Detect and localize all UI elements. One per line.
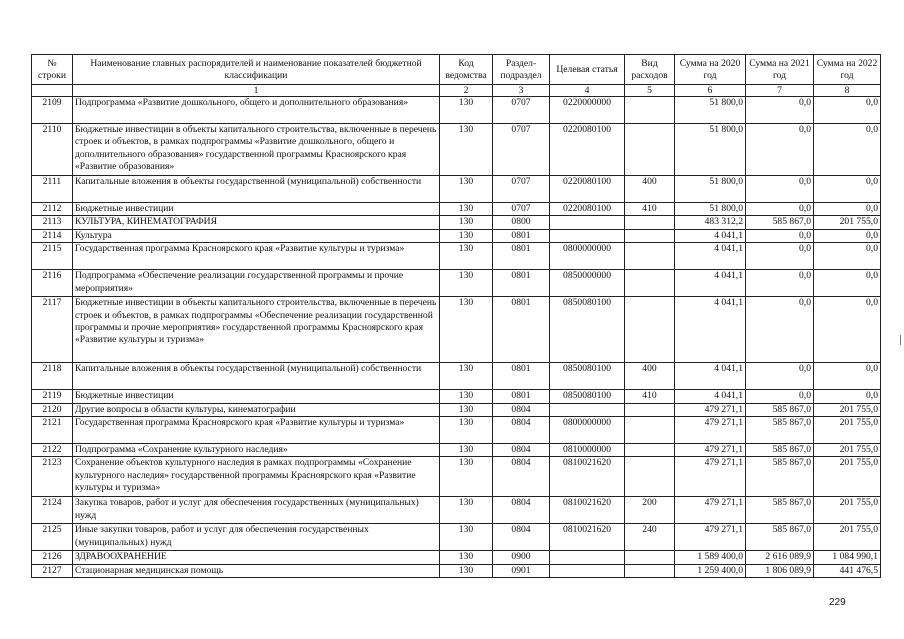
sum-2022-cell: 0,0 [814, 390, 881, 403]
expense-type-cell [625, 551, 675, 564]
sum-2021-cell: 0,0 [746, 363, 814, 390]
target-cell: 0810021620 [550, 497, 625, 524]
column-number: 7 [746, 85, 814, 97]
sum-2022-cell: 0,0 [814, 270, 881, 297]
column-number: 5 [625, 85, 675, 97]
table-row [32, 270, 881, 297]
table-row [32, 203, 881, 216]
table-row [32, 363, 881, 390]
sum-2022-cell: 0,0 [814, 203, 881, 216]
row-number-cell: 2120 [32, 403, 73, 416]
column-number: 2 [440, 85, 493, 97]
target-cell: 0810021620 [550, 524, 625, 551]
dept-code-cell: 130 [440, 243, 493, 270]
sum-2022-cell: 201 755,0 [814, 417, 881, 444]
sum-2021-cell: 0,0 [746, 229, 814, 242]
target-cell: 0850000000 [550, 270, 625, 297]
row-number-cell: 2115 [32, 243, 73, 270]
row-number-cell: 2117 [32, 297, 73, 363]
dept-code-cell: 130 [440, 216, 493, 229]
row-number-cell: 2123 [32, 457, 73, 497]
sum-2021-cell: 0,0 [746, 243, 814, 270]
sum-2020-cell: 479 271,1 [675, 497, 746, 524]
section-cell: 0801 [493, 363, 550, 390]
section-cell: 0804 [493, 417, 550, 444]
sum-2022-cell: 0,0 [814, 97, 881, 124]
sum-2022-cell: 201 755,0 [814, 444, 881, 457]
row-name-cell: Бюджетные инвестиции [73, 390, 440, 403]
sum-2020-cell: 4 041,1 [675, 363, 746, 390]
row-name-cell: Бюджетные инвестиции в объекты капитального строительства, включенные в перечень строек и объектов, в рамках подпрограммы «Обеспечение реализации государственной программы и прочие мероприятия» государственной программы Красноярского края «Развитие культуры и туризма» [73, 297, 440, 363]
section-cell: 0707 [493, 203, 550, 216]
row-name-cell: Стационарная медицинская помощь [73, 564, 440, 577]
sum-2020-cell: 1 589 400,0 [675, 551, 746, 564]
sum-2022-cell: 0,0 [814, 297, 881, 363]
row-number-cell: 2109 [32, 97, 73, 124]
sum-2020-cell: 1 259 400,0 [675, 564, 746, 577]
row-name-cell: ЗДРАВООХРАНЕНИЕ [73, 551, 440, 564]
row-number-cell: 2125 [32, 524, 73, 551]
row-name-cell: Государственная программа Красноярского края «Развитие культуры и туризма» [73, 243, 440, 270]
column-number: 6 [675, 85, 746, 97]
sum-2021-cell: 0,0 [746, 270, 814, 297]
sum-2020-cell: 51 800,0 [675, 176, 746, 203]
expense-type-cell [625, 243, 675, 270]
section-cell: 0901 [493, 564, 550, 577]
row-number-cell: 2111 [32, 176, 73, 203]
row-number-cell: 2118 [32, 363, 73, 390]
dept-code-cell: 130 [440, 297, 493, 363]
sum-2021-cell: 585 867,0 [746, 457, 814, 497]
row-name-cell: Капитальные вложения в объекты государственной (муниципальной) собственности [73, 363, 440, 390]
dept-code-cell: 130 [440, 564, 493, 577]
sum-2020-cell: 4 041,1 [675, 243, 746, 270]
header-name: Наименование главных распорядителей и наименование показателей бюджетной классификации [73, 55, 440, 85]
row-name-cell: Другие вопросы в области культуры, кинематографии [73, 403, 440, 416]
header-sum-2021: Сумма на 2021 год [746, 55, 814, 85]
expense-type-cell [625, 216, 675, 229]
expense-type-cell [625, 297, 675, 363]
expense-type-cell: 240 [625, 524, 675, 551]
expense-type-cell [625, 124, 675, 176]
table-row [32, 551, 881, 564]
sum-2022-cell: 201 755,0 [814, 403, 881, 416]
section-cell: 0900 [493, 551, 550, 564]
sum-2021-cell: 0,0 [746, 97, 814, 124]
table-row [32, 243, 881, 270]
row-name-cell: Иные закупки товаров, работ и услуг для обеспечения государственных (муниципальных) нужд [73, 524, 440, 551]
row-name-cell: Подпрограмма «Обеспечение реализации государственной программы и прочие мероприятия» [73, 270, 440, 297]
row-name-cell: Закупка товаров, работ и услуг для обеспечения государственных (муниципальных) нужд [73, 497, 440, 524]
section-cell: 0804 [493, 524, 550, 551]
target-cell [550, 403, 625, 416]
expense-type-cell: 410 [625, 390, 675, 403]
expense-type-cell: 410 [625, 203, 675, 216]
row-number-cell: 2126 [32, 551, 73, 564]
target-cell [550, 229, 625, 242]
header-expense-type: Вид расходов [625, 55, 675, 85]
dept-code-cell: 130 [440, 457, 493, 497]
row-name-cell: Бюджетные инвестиции в объекты капитального строительства, включенные в перечень строек и объектов, в рамках подпрограммы «Развитие дошкольного, общего и дополнительного образования» государственной программы Красноярского края «Развитие образования» [73, 124, 440, 176]
target-cell: 0800000000 [550, 417, 625, 444]
dept-code-cell: 130 [440, 203, 493, 216]
sum-2021-cell: 585 867,0 [746, 417, 814, 444]
dept-code-cell: 130 [440, 403, 493, 416]
sum-2022-cell: 0,0 [814, 243, 881, 270]
row-number-cell: 2122 [32, 444, 73, 457]
header-row [32, 55, 881, 85]
target-cell: 0850080100 [550, 297, 625, 363]
sum-2020-cell: 4 041,1 [675, 270, 746, 297]
section-cell: 0804 [493, 403, 550, 416]
table-row [32, 297, 881, 363]
target-cell: 0800000000 [550, 243, 625, 270]
expense-type-cell: 400 [625, 176, 675, 203]
sum-2022-cell: 201 755,0 [814, 216, 881, 229]
target-cell: 0850080100 [550, 363, 625, 390]
row-number-cell: 2116 [32, 270, 73, 297]
table-row [32, 97, 881, 124]
section-cell: 0707 [493, 97, 550, 124]
header-dept-code: Код ведомства [440, 55, 493, 85]
row-name-cell: КУЛЬТУРА, КИНЕМАТОГРАФИЯ [73, 216, 440, 229]
expense-type-cell [625, 457, 675, 497]
table-row [32, 564, 881, 577]
sum-2021-cell: 0,0 [746, 297, 814, 363]
sum-2020-cell: 479 271,1 [675, 524, 746, 551]
sum-2020-cell: 483 312,2 [675, 216, 746, 229]
sum-2022-cell: 201 755,0 [814, 457, 881, 497]
table-body [32, 97, 881, 578]
section-cell: 0804 [493, 457, 550, 497]
sum-2021-cell: 2 616 089,9 [746, 551, 814, 564]
sum-2020-cell: 51 800,0 [675, 97, 746, 124]
expense-type-cell [625, 270, 675, 297]
target-cell: 0220080100 [550, 124, 625, 176]
header-sum-2022: Сумма на 2022 год [814, 55, 881, 85]
row-number-cell: 2113 [32, 216, 73, 229]
sum-2020-cell: 4 041,1 [675, 297, 746, 363]
header-row-number: № строки [32, 55, 73, 85]
target-cell: 0810000000 [550, 444, 625, 457]
dept-code-cell: 130 [440, 444, 493, 457]
table-row [32, 390, 881, 403]
sum-2020-cell: 51 800,0 [675, 203, 746, 216]
sum-2022-cell: 441 476,5 [814, 564, 881, 577]
section-cell: 0801 [493, 390, 550, 403]
target-cell: 0220080100 [550, 176, 625, 203]
sum-2020-cell: 479 271,1 [675, 417, 746, 444]
header-sum-2020: Сумма на 2020 год [675, 55, 746, 85]
row-number-cell: 2110 [32, 124, 73, 176]
row-name-cell: Государственная программа Красноярского края «Развитие культуры и туризма» [73, 417, 440, 444]
sum-2022-cell: 201 755,0 [814, 524, 881, 551]
dept-code-cell: 130 [440, 229, 493, 242]
column-number: 8 [814, 85, 881, 97]
sum-2022-cell: 201 755,0 [814, 497, 881, 524]
expense-type-cell [625, 403, 675, 416]
section-cell: 0707 [493, 124, 550, 176]
column-number: 1 [73, 85, 440, 97]
table-row [32, 444, 881, 457]
target-cell [550, 564, 625, 577]
section-cell: 0800 [493, 216, 550, 229]
expense-type-cell [625, 229, 675, 242]
column-number: 3 [493, 85, 550, 97]
sum-2020-cell: 479 271,1 [675, 403, 746, 416]
target-cell [550, 551, 625, 564]
sum-2021-cell: 585 867,0 [746, 403, 814, 416]
target-cell: 0220080100 [550, 203, 625, 216]
sum-2021-cell: 1 806 089,9 [746, 564, 814, 577]
expense-type-cell: 400 [625, 363, 675, 390]
column-number: 4 [550, 85, 625, 97]
dept-code-cell: 130 [440, 417, 493, 444]
page-number: 229 [829, 597, 846, 608]
sum-2020-cell: 51 800,0 [675, 124, 746, 176]
row-number-cell: 2119 [32, 390, 73, 403]
row-number-cell: 2121 [32, 417, 73, 444]
expense-type-cell [625, 564, 675, 577]
sum-2022-cell: 0,0 [814, 124, 881, 176]
table-row [32, 176, 881, 203]
row-name-cell: Капитальные вложения в объекты государственной (муниципальной) собственности [73, 176, 440, 203]
expense-type-cell: 200 [625, 497, 675, 524]
table-row [32, 417, 881, 444]
sum-2021-cell: 585 867,0 [746, 216, 814, 229]
sum-2021-cell: 585 867,0 [746, 497, 814, 524]
section-cell: 0707 [493, 176, 550, 203]
sum-2021-cell: 0,0 [746, 124, 814, 176]
expense-type-cell [625, 417, 675, 444]
row-name-cell: Культура [73, 229, 440, 242]
row-name-cell: Подпрограмма «Развитие дошкольного, общего и дополнительного образования» [73, 97, 440, 124]
header-target: Целевая статья [550, 55, 625, 85]
sum-2021-cell: 0,0 [746, 176, 814, 203]
section-cell: 0804 [493, 444, 550, 457]
table-row [32, 124, 881, 176]
sum-2020-cell: 4 041,1 [675, 229, 746, 242]
sum-2020-cell: 4 041,1 [675, 390, 746, 403]
dept-code-cell: 130 [440, 551, 493, 564]
row-number-cell: 2124 [32, 497, 73, 524]
target-cell: 0810021620 [550, 457, 625, 497]
column-number-row [32, 85, 881, 97]
header-section: Раздел- подраздел [493, 55, 550, 85]
sum-2022-cell: 0,0 [814, 176, 881, 203]
table-row [32, 457, 881, 497]
row-number-cell: 2114 [32, 229, 73, 242]
dept-code-cell: 130 [440, 124, 493, 176]
dept-code-cell: 130 [440, 363, 493, 390]
expense-type-cell [625, 444, 675, 457]
table-row [32, 229, 881, 242]
column-number [32, 85, 73, 97]
dept-code-cell: 130 [440, 497, 493, 524]
dept-code-cell: 130 [440, 390, 493, 403]
section-cell: 0801 [493, 243, 550, 270]
row-name-cell: Подпрограмма «Сохранение культурного наследия» [73, 444, 440, 457]
target-cell [550, 216, 625, 229]
sum-2022-cell: 0,0 [814, 229, 881, 242]
sum-2021-cell: 0,0 [746, 390, 814, 403]
table-row [32, 216, 881, 229]
target-cell: 0850080100 [550, 390, 625, 403]
table-row [32, 403, 881, 416]
margin-mark [900, 335, 901, 345]
target-cell: 0220000000 [550, 97, 625, 124]
expense-type-cell [625, 97, 675, 124]
row-name-cell: Бюджетные инвестиции [73, 203, 440, 216]
dept-code-cell: 130 [440, 176, 493, 203]
sum-2021-cell: 585 867,0 [746, 524, 814, 551]
sum-2021-cell: 585 867,0 [746, 444, 814, 457]
section-cell: 0801 [493, 229, 550, 242]
table-row [32, 524, 881, 551]
row-number-cell: 2127 [32, 564, 73, 577]
dept-code-cell: 130 [440, 97, 493, 124]
sum-2020-cell: 479 271,1 [675, 444, 746, 457]
table-row [32, 497, 881, 524]
sum-2022-cell: 1 084 990,1 [814, 551, 881, 564]
sum-2020-cell: 479 271,1 [675, 457, 746, 497]
row-name-cell: Сохранение объектов культурного наследия в рамках подпрограммы «Сохранение культурного наследия» государственной программы Красноярского края «Развитие культуры и туризма» [73, 457, 440, 497]
section-cell: 0804 [493, 497, 550, 524]
dept-code-cell: 130 [440, 524, 493, 551]
sum-2021-cell: 0,0 [746, 203, 814, 216]
sum-2022-cell: 0,0 [814, 363, 881, 390]
row-number-cell: 2112 [32, 203, 73, 216]
section-cell: 0801 [493, 297, 550, 363]
dept-code-cell: 130 [440, 270, 493, 297]
section-cell: 0801 [493, 270, 550, 297]
budget-table [31, 54, 881, 578]
